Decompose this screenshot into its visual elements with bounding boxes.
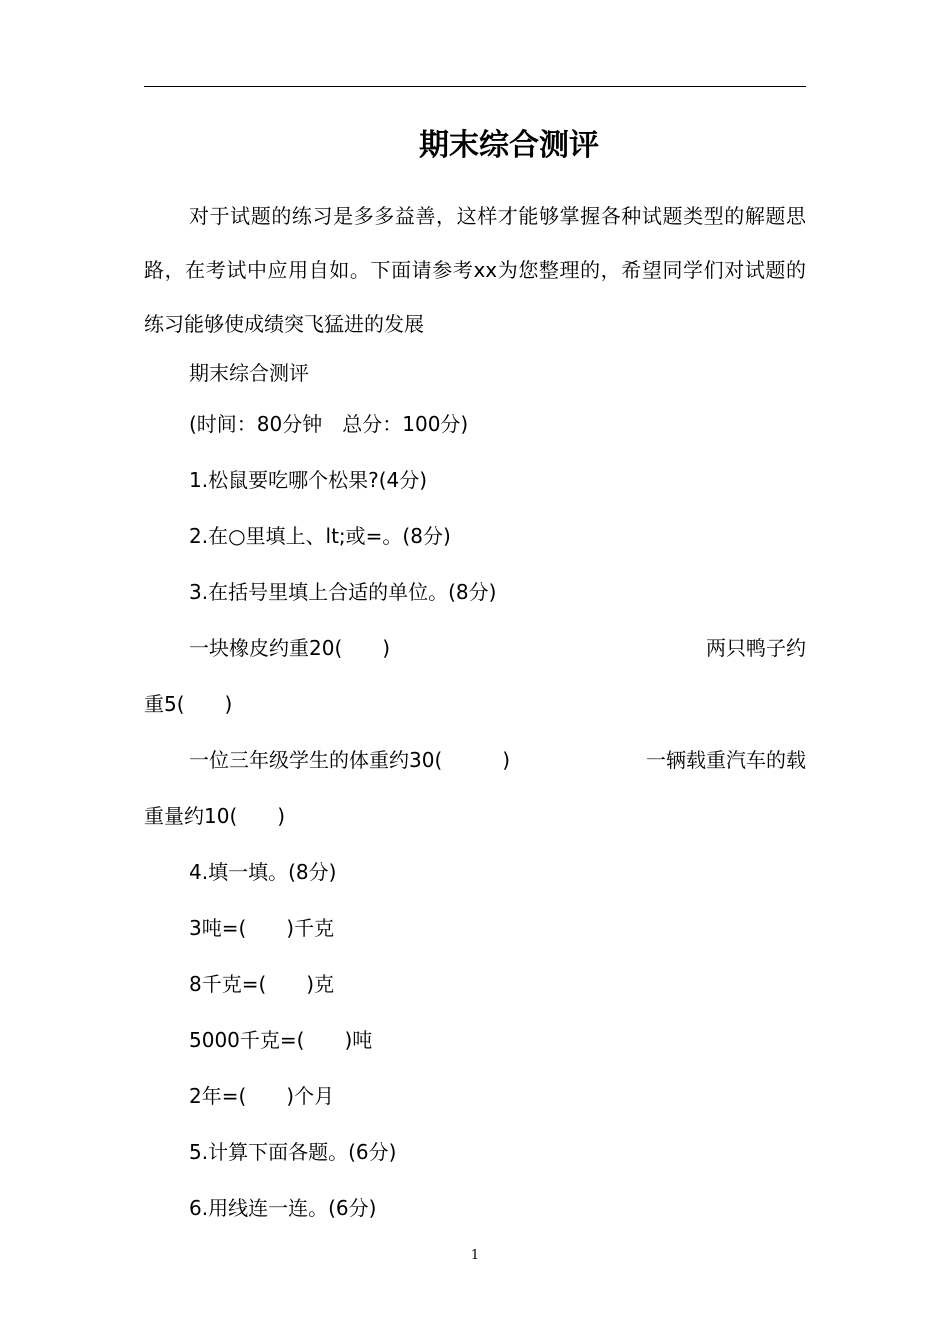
q3-item-ducks-start: 两只鸭子约 — [706, 636, 806, 660]
question-5: 5.计算下面各题。(6分) — [189, 1140, 397, 1164]
q3-item-truck-start: 一辆载重汽车的载 — [646, 748, 806, 772]
question-3-line-3 — [144, 732, 806, 788]
question-3-line-1 — [144, 620, 806, 676]
question-3-line-2: 重5( ) — [144, 692, 233, 716]
question-4-item-b: 8千克=( )克 — [189, 972, 335, 996]
time-info: (时间：80分钟 总分：100分) — [189, 412, 469, 436]
question-4-item-a: 3吨=( )千克 — [189, 916, 335, 940]
document-title: 期末综合测评 — [419, 128, 599, 163]
question-6: 6.用线连一连。(6分) — [189, 1196, 377, 1220]
header-rule — [144, 86, 806, 87]
section-subtitle: 期末综合测评 — [189, 361, 309, 385]
question-4-item-c: 5000千克=( )吨 — [189, 1028, 373, 1052]
q3-item-eraser: 一块橡皮约重20( ) — [189, 636, 391, 660]
question-3: 3.在括号里填上合适的单位。(8分) — [189, 580, 497, 604]
question-4-item-d: 2年=( )个月 — [189, 1084, 335, 1108]
question-2: 2.在○里填上、lt;或=。(8分) — [189, 524, 451, 548]
page-number: 1 — [470, 1248, 480, 1263]
intro-paragraph: 对于试题的练习是多多益善，这样才能够掌握各种试题类型的解题思路，在考试中应用自如。下面请参考xx为您整理的，希望同学们对试题的练习能够使成绩突飞猛进的发展 — [144, 204, 806, 336]
question-3-line-4: 重量约10( ) — [144, 804, 286, 828]
question-4: 4.填一填。(8分) — [189, 860, 337, 884]
q3-item-student: 一位三年级学生的体重约30( ) — [189, 748, 511, 772]
question-1: 1.松鼠要吃哪个松果?(4分) — [189, 468, 428, 492]
